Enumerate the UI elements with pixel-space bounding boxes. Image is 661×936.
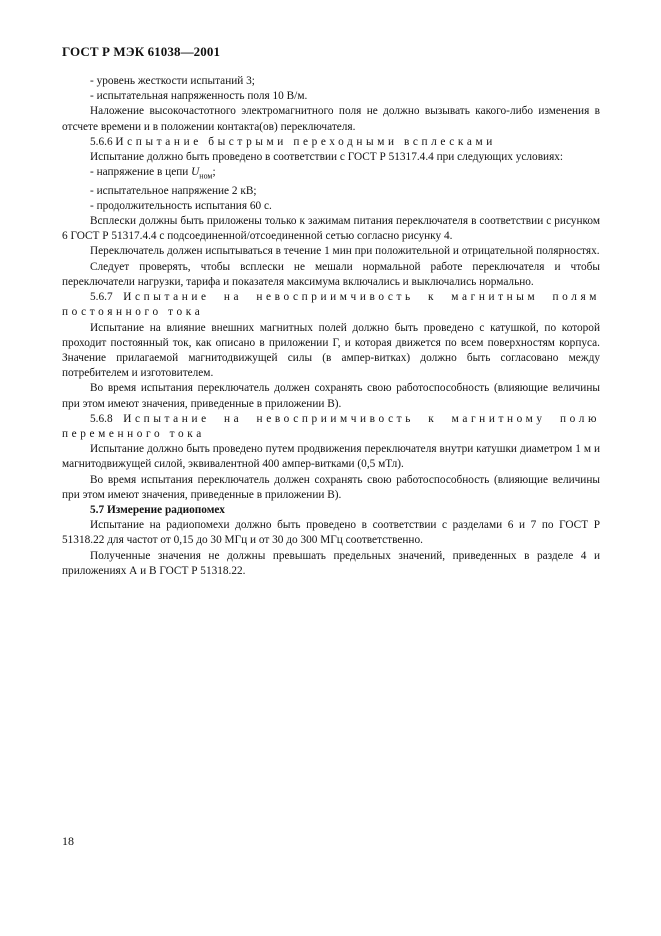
- paragraph-5-7-limits: Полученные значения не должны превышать предельных значений, приведенных в разделе 4 и приложениях А и В ГОСТ Р 51318.22.: [62, 549, 600, 577]
- list-item-field-strength: - испытательная напряженность поля 10 В/м.: [90, 90, 308, 103]
- section-number: 5.6.6: [90, 135, 113, 148]
- section-title: Испытание быстрыми переходными всплесками: [115, 135, 496, 148]
- list-item-stiffness-level: - уровень жесткости испытаний 3;: [90, 75, 255, 87]
- voltage-symbol: U: [191, 166, 200, 179]
- voltage-subscript: ном: [199, 171, 213, 181]
- section-title: Испытание на невосприимчивость к магнитным полям постоянного тока: [62, 291, 600, 319]
- document-body: [62, 74, 600, 579]
- list-item-test-duration: - продолжительность испытания 60 с.: [90, 199, 272, 212]
- section-title: Испытание на невосприимчивость к магнитному полю переменного тока: [62, 412, 600, 440]
- paragraph-5-6-6-conditions: Испытание должно быть проведено в соответствии с ГОСТ Р 51317.4.4 при следующих условиях:: [90, 151, 564, 164]
- section-5-6-7-heading: [62, 290, 600, 320]
- paragraph-5-6-8-method: Испытание должно быть проведено путем продвижения переключателя внутри катушки диаметром 1 м и магнитодвижущей силой, эквивалентной 400 ампер-витками (0,5 мТл).: [62, 443, 600, 471]
- page-number: 18: [62, 834, 74, 848]
- paragraph-5-6-6-bursts: Всплески должны быть приложены только к зажимам питания переключателя в соответствии с рисунком 6 ГОСТ Р 51317.4.4 с подсоединенной/отсоединенной сетью согласно рисунку 4.: [62, 215, 600, 243]
- section-number: 5.6.8: [90, 412, 113, 425]
- paragraph-5-6-7-method: Испытание на влияние внешних магнитных полей должно быть проведено с катушкой, по которой проходит постоянный ток, как описано в приложении Г, и которая движется по всем поверхностям корпуса. Значение прилагаемой магнитодвижущей силы (в ампер-витках) должно быть согласовано между потребителем и изготовителем.: [62, 321, 600, 380]
- list-item-circuit-voltage: [62, 165, 600, 183]
- section-5-6-6-heading: [62, 135, 600, 150]
- page-header-title: ГОСТ Р МЭК 61038—2001: [62, 44, 221, 59]
- paragraph-hf-influence: Наложение высокочастотного электромагнитного поля не должно вызывать какого-либо изменения в отсчете времени и в положении контакта(ов) переключателя.: [62, 105, 600, 133]
- list-item-text: - напряжение в цепи: [90, 166, 192, 179]
- paragraph-5-6-7-performance: Во время испытания переключатель должен сохранять свою работоспособность (влияющие величины при этом имеют значения, приведенные в приложении В).: [62, 382, 600, 410]
- section-5-6-8-heading: [62, 412, 600, 442]
- section-number: 5.6.7: [90, 291, 113, 304]
- paragraph-5-6-6-check: Следует проверять, чтобы всплески не мешали нормальной работе переключателя и чтобы переключатели нагрузки, тарифа и показателя максимума включались и выключались нормально.: [62, 260, 600, 288]
- list-item-test-voltage: - испытательное напряжение 2 кВ;: [90, 184, 257, 197]
- paragraph-5-7-method: Испытание на радиопомехи должно быть проведено в соответствии с разделами 6 и 7 по ГОСТ Р 51318.22 для частот от 0,15 до 30 МГц и от 30 до 300 МГц соответственно.: [62, 519, 600, 547]
- paragraph-5-6-8-performance: Во время испытания переключатель должен сохранять свою работоспособность (влияющие величины при этом имеют значения, приведенные в приложении В).: [62, 473, 600, 501]
- list-item-punct: ;: [212, 166, 216, 179]
- paragraph-5-6-6-polarity: Переключатель должен испытываться в течение 1 мин при положительной и отрицательной полярностях.: [90, 245, 600, 258]
- section-5-7-heading: 5.7 Измерение радиопомех: [90, 503, 225, 516]
